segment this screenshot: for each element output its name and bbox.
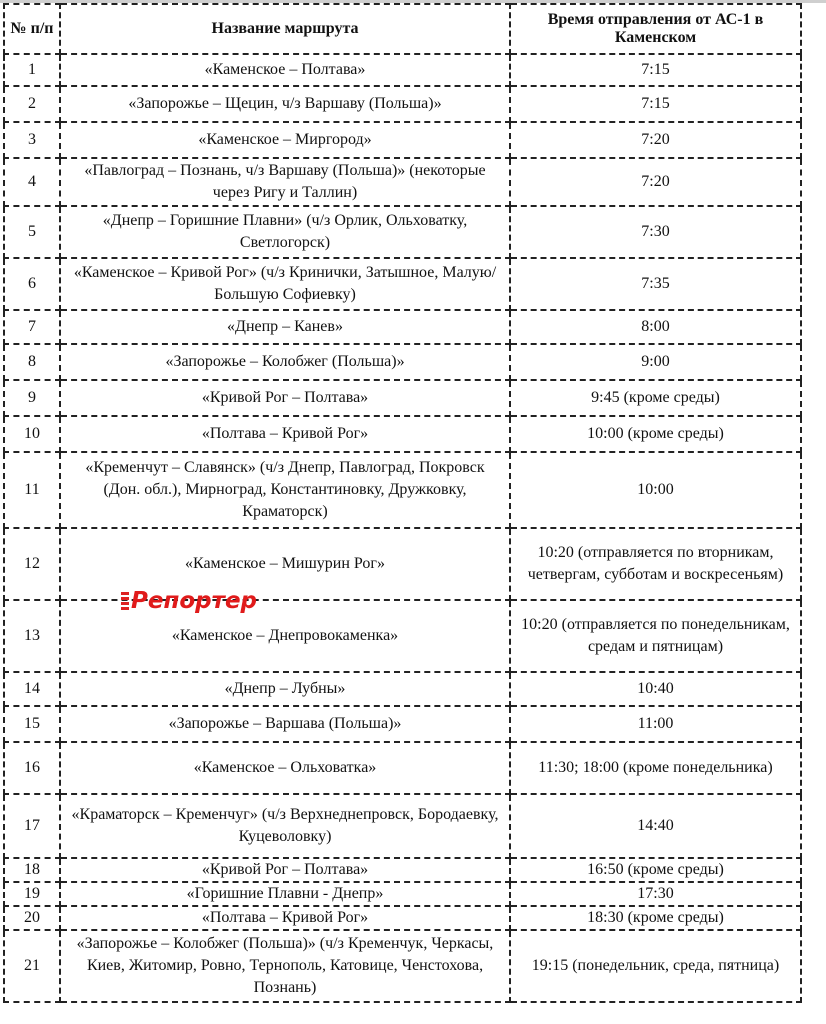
reporter-watermark (120, 588, 257, 614)
route-name: «Каменское – Мишурин Рог» (60, 528, 510, 600)
row-number: 11 (4, 452, 60, 528)
row-number: 9 (4, 380, 60, 416)
header-departure-time: Время отправления от АС-1 в Каменском (510, 4, 801, 54)
table-row (4, 86, 801, 122)
row-number: 20 (4, 906, 60, 930)
route-name: «Краматорск – Кременчуг» (ч/з Верхнеднепровск, Бородаевку, Куцеволовку) (60, 794, 510, 858)
departure-time: 11:30; 18:00 (кроме понедельника) (510, 742, 801, 794)
route-name: «Каменское – Полтава» (60, 54, 510, 86)
row-number: 1 (4, 54, 60, 86)
row-number: 21 (4, 930, 60, 1002)
route-name: «Кременчут – Славянск» (ч/з Днепр, Павлоград, Покровск (Дон. обл.), Мирноград, Константиновку, Дружковку, Краматорск) (60, 452, 510, 528)
row-number: 16 (4, 742, 60, 794)
route-name: «Горишние Плавни - Днепр» (60, 882, 510, 906)
row-number: 13 (4, 600, 60, 672)
row-number: 7 (4, 310, 60, 344)
table-row (4, 882, 801, 906)
table-row (4, 206, 801, 258)
departure-time: 7:20 (510, 158, 801, 206)
table-row (4, 742, 801, 794)
departure-time: 10:00 (510, 452, 801, 528)
row-number: 17 (4, 794, 60, 858)
table-row (4, 452, 801, 528)
table-row (4, 54, 801, 86)
table-row (4, 794, 801, 858)
route-name: «Полтава – Кривой Рог» (60, 416, 510, 452)
route-name: «Кривой Рог – Полтава» (60, 858, 510, 882)
departure-time: 10:40 (510, 672, 801, 706)
departure-time: 10:20 (отправляется по понедельникам, средам и пятницам) (510, 600, 801, 672)
row-number: 14 (4, 672, 60, 706)
departure-time: 10:00 (кроме среды) (510, 416, 801, 452)
route-name: «Кривой Рог – Полтава» (60, 380, 510, 416)
table-row (4, 416, 801, 452)
departure-time: 7:20 (510, 122, 801, 158)
route-name: «Днепр – Лубны» (60, 672, 510, 706)
row-number: 12 (4, 528, 60, 600)
table-row (4, 310, 801, 344)
departure-time: 10:20 (отправляется по вторникам, четвергам, субботам и воскресеньям) (510, 528, 801, 600)
row-number: 18 (4, 858, 60, 882)
departure-time: 7:35 (510, 258, 801, 310)
route-name: «Каменское – Кривой Рог» (ч/з Кринички, Затышное, Малую/Большую Софиевку) (60, 258, 510, 310)
departure-time: 7:30 (510, 206, 801, 258)
row-number: 6 (4, 258, 60, 310)
row-number: 10 (4, 416, 60, 452)
row-number: 4 (4, 158, 60, 206)
route-name: «Павлоград – Познань, ч/з Варшаву (Польша)» (некоторые через Ригу и Таллин) (60, 158, 510, 206)
table-row (4, 344, 801, 380)
departure-time: 14:40 (510, 794, 801, 858)
departure-time: 19:15 (понедельник, среда, пятница) (510, 930, 801, 1002)
table-row (4, 122, 801, 158)
departure-time: 9:45 (кроме среды) (510, 380, 801, 416)
reporter-logo-mark (120, 590, 130, 612)
route-name: «Каменское – Ольховатка» (60, 742, 510, 794)
table-row (4, 906, 801, 930)
row-number: 15 (4, 706, 60, 742)
route-name: «Днепр – Горишние Плавни» (ч/з Орлик, Ольховатку, Светлогорск) (60, 206, 510, 258)
table-row (4, 672, 801, 706)
table-row (4, 258, 801, 310)
route-name: «Каменское – Днепровокаменка» (60, 600, 510, 672)
row-number: 8 (4, 344, 60, 380)
reporter-watermark-text: Репортер (131, 588, 258, 614)
route-name: «Полтава – Кривой Рог» (60, 906, 510, 930)
departure-time: 16:50 (кроме среды) (510, 858, 801, 882)
route-name: «Каменское – Миргород» (60, 122, 510, 158)
departure-time: 9:00 (510, 344, 801, 380)
departure-time: 7:15 (510, 54, 801, 86)
row-number: 19 (4, 882, 60, 906)
departure-time: 8:00 (510, 310, 801, 344)
table-row (4, 930, 801, 1002)
row-number: 5 (4, 206, 60, 258)
route-name: «Запорожье – Колобжег (Польша)» (ч/з Кременчук, Черкасы, Киев, Житомир, Ровно, Тернополь, Катовице, Ченстохова, Познань) (60, 930, 510, 1002)
header-number: № п/п (4, 4, 60, 54)
departure-time: 17:30 (510, 882, 801, 906)
table-row (4, 858, 801, 882)
route-name: «Запорожье – Варшава (Польша)» (60, 706, 510, 742)
row-number: 2 (4, 86, 60, 122)
table-row (4, 706, 801, 742)
departure-time: 11:00 (510, 706, 801, 742)
route-name: «Запорожье – Щецин, ч/з Варшаву (Польша)» (60, 86, 510, 122)
row-number: 3 (4, 122, 60, 158)
route-name: «Запорожье – Колобжег (Польша)» (60, 344, 510, 380)
table-header-row (4, 4, 801, 54)
header-route: Название маршрута (60, 4, 510, 54)
bus-schedule-table (3, 3, 802, 1003)
table-row (4, 380, 801, 416)
route-name: «Днепр – Канев» (60, 310, 510, 344)
departure-time: 7:15 (510, 86, 801, 122)
departure-time: 18:30 (кроме среды) (510, 906, 801, 930)
table-row (4, 158, 801, 206)
